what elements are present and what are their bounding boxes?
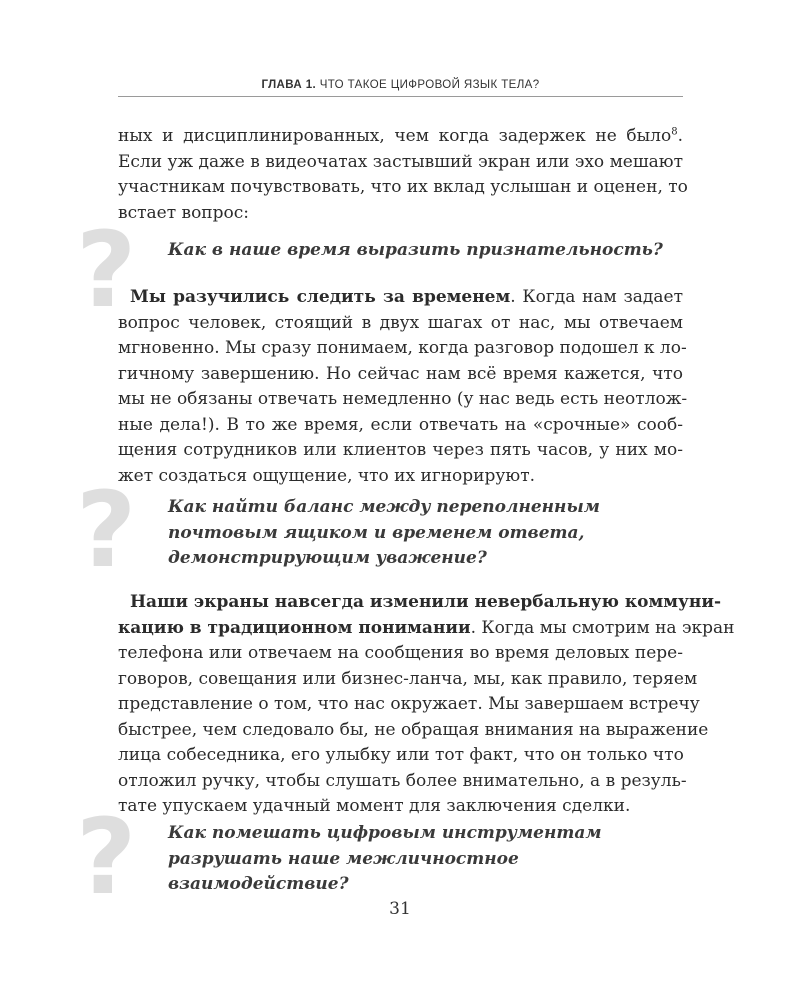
paragraph-line bbox=[118, 590, 721, 616]
paragraph-line: представление о том, что нас окружает. Мы завершаем встречу bbox=[118, 694, 700, 714]
question-line: почтовым ящиком и временем ответа, bbox=[168, 522, 585, 543]
paragraph-line: лица собеседника, его улыбку или тот факт, что он только что bbox=[118, 745, 684, 765]
paragraph-3 bbox=[118, 590, 735, 820]
question-callout-1 bbox=[168, 238, 688, 264]
question-mark-icon: ? bbox=[76, 796, 137, 918]
paragraph-line: Если уж даже в видеочатах застывший экран или эхо мешают bbox=[118, 151, 684, 172]
question-mark-icon: ? bbox=[76, 209, 137, 331]
question-callout-2 bbox=[168, 495, 688, 572]
paragraph-line: Мы разучились следить за временем. Когда нам задает bbox=[130, 287, 683, 307]
lead-in-bold: кацию в традиционном понимании bbox=[118, 617, 471, 638]
chapter-title: ЧТО ТАКОЕ ЦИФРОВОЙ ЯЗЫК ТЕЛА? bbox=[319, 79, 540, 91]
paragraph-line: телефона или отвечаем на сообщения во время деловых пере- bbox=[118, 643, 683, 663]
question-line: разрушать наше межличностное bbox=[168, 848, 519, 869]
paragraph-line: встает вопрос: bbox=[118, 202, 250, 223]
paragraph-line: ные дела!). В то же время, если отвечать на «срочные» сооб- bbox=[118, 414, 683, 435]
chapter-number: ГЛАВА 1. bbox=[261, 79, 317, 91]
question-line: демонстрирующим уважение? bbox=[168, 548, 487, 568]
question-mark-icon: ? bbox=[76, 469, 137, 591]
paragraph-line: ных и дисциплинированных, чем когда задержек не было$^8$. bbox=[118, 126, 683, 146]
paragraph-line: гичному завершению. Но сейчас нам всё время кажется, что bbox=[118, 363, 683, 384]
paragraph-2 bbox=[118, 285, 688, 489]
paragraph-line: щения сотрудников или клиентов через пять часов, у них мо- bbox=[118, 440, 683, 460]
paragraph-line: жет создаться ощущение, что их игнорируют. bbox=[118, 465, 535, 486]
page-number: 31 bbox=[389, 899, 411, 919]
paragraph-line: отложил ручку, чтобы слушать более внимательно, а в резуль- bbox=[118, 770, 687, 791]
question-line: Как в наше время выразить признательность? bbox=[168, 240, 663, 260]
paragraph-line: вопрос человек, стоящий в двух шагах от нас, мы отвечаем bbox=[118, 312, 683, 333]
paragraph-line: мгновенно. Мы сразу понимаем, когда разговор подошел к ло- bbox=[118, 338, 687, 358]
question-line: Как помешать цифровым инструментам bbox=[168, 823, 602, 843]
paragraph-line: кацию в традиционном понимании. Когда мы смотрим на экран bbox=[118, 617, 735, 638]
paragraph-line: тате упускаем удачный момент для заключения сделки. bbox=[118, 796, 631, 816]
lead-in-bold: Наши экраны навсегда изменили невербальную коммуни- bbox=[130, 592, 721, 612]
footnote-ref: 8 bbox=[671, 126, 678, 138]
lead-in-bold: Мы разучились следить за временем bbox=[130, 287, 511, 307]
header-rule bbox=[118, 96, 683, 97]
question-line: Как найти баланс между переполненным bbox=[168, 497, 600, 517]
paragraph-line: участникам почувствовать, что их вклад услышан и оценен, то bbox=[118, 177, 688, 197]
question-line: взаимодействие? bbox=[168, 874, 349, 894]
question-callout-3 bbox=[168, 821, 688, 898]
paragraph-line: говоров, совещания или бизнес-ланча, мы, как правило, теряем bbox=[118, 668, 698, 689]
paragraph-line: быстрее, чем следовало бы, не обращая внимания на выражение bbox=[118, 719, 709, 740]
paragraph-1 bbox=[118, 124, 688, 226]
running-header bbox=[118, 79, 683, 91]
paragraph-line: мы не обязаны отвечать немедленно (у нас ведь есть неотлож- bbox=[118, 389, 688, 409]
